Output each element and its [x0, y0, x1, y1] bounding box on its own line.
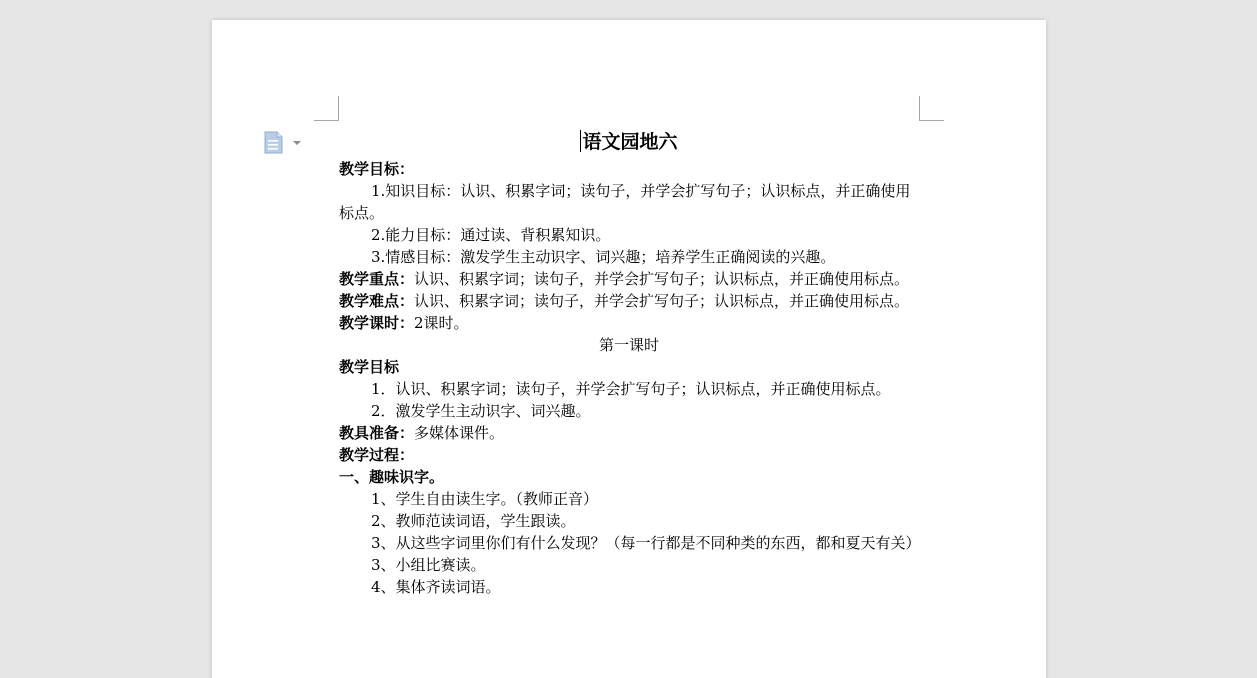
hours-paragraph: [339, 312, 919, 334]
process-step: 4、集体齐读词语。: [371, 578, 501, 596]
section-heading: 一、趣味识字。: [339, 468, 445, 486]
chevron-down-icon: [293, 141, 301, 145]
lesson-goal-item: 1．认识、积累字词；读句子，并学会扩写句子；认识标点，并正确使用标点。: [371, 380, 891, 398]
process-step: 3、小组比赛读。: [371, 556, 486, 574]
lesson-goal-item: 2．激发学生主动识字、词兴趣。: [371, 402, 591, 420]
key-point-label: 教学重点：: [339, 270, 415, 288]
process-heading: 教学过程：: [339, 446, 415, 464]
document-body[interactable]: [339, 128, 919, 598]
difficulty-paragraph: [339, 290, 919, 312]
process-step: 2、教师范读词语，学生跟读。: [371, 512, 576, 530]
lesson-heading: 第一课时: [598, 336, 659, 354]
paste-options-icon-graphic: [264, 131, 304, 155]
hours-text: 2课时。: [414, 314, 469, 332]
lesson-goals-heading: 教学目标: [339, 358, 400, 376]
goal-item: 1.知识目标：认识、积累字词；读句子，并学会扩写句子；认识标点，并正确使用标点。: [339, 182, 911, 222]
key-point-text: 认识、积累字词；读句子，并学会扩写句子；认识标点，并正确使用标点。: [414, 270, 910, 288]
key-point-paragraph: [339, 268, 919, 290]
goal-item: 2.能力目标：通过读、背积累知识。: [371, 226, 611, 244]
prep-label: 教具准备：: [339, 424, 415, 442]
difficulty-label: 教学难点：: [339, 292, 415, 310]
prep-text: 多媒体课件。: [414, 424, 505, 442]
hours-label: 教学课时：: [339, 314, 415, 332]
margin-corner-top-left: [314, 96, 339, 121]
document-title: 语文园地六: [582, 131, 678, 153]
goal-item: 3.情感目标：激发学生主动识字、词兴趣；培养学生正确阅读的兴趣。: [371, 248, 836, 266]
process-step: 3、从这些字词里你们有什么发现？（每一行都是不同种类的东西，都和夏天有关）: [371, 534, 921, 552]
difficulty-text: 认识、积累字词；读句子，并学会扩写句子；认识标点，并正确使用标点。: [414, 292, 910, 310]
margin-corner-top-right: [919, 96, 944, 121]
goals-heading: 教学目标：: [339, 160, 415, 178]
paste-options-icon[interactable]: [264, 131, 304, 153]
prep-paragraph: [339, 422, 919, 444]
process-step: 1、学生自由读生字。（教师正音）: [371, 490, 599, 508]
